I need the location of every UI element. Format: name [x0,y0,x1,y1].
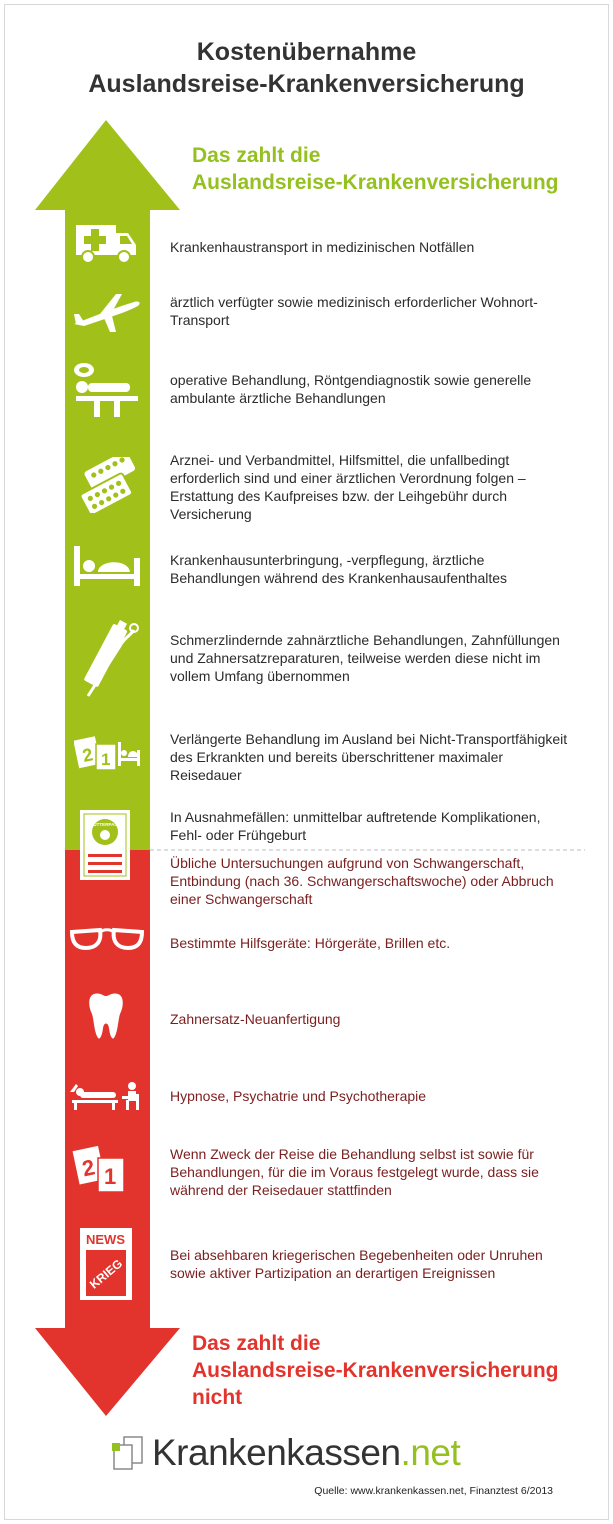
logo [112,1428,460,1478]
logo-tld: .net [400,1432,461,1473]
document-logo-icon [112,1435,144,1471]
covered-item-5: Krankenhausunterbringung, -verpflegung, ärztliche Behandlungen während des Krankenhausaufenthaltes [170,552,508,586]
tooth-icon [88,992,124,1040]
newspaper-icon [80,1228,134,1302]
covered-item-1: Krankenhaustransport in medizinischen Notfällen [170,239,475,255]
covered-heading-line-2: Auslandsreise-Krankenversicherung [192,171,559,194]
covered-heading-line-1: Das zahlt die [192,144,321,167]
not-covered-heading-line-1: Das zahlt die [192,1332,321,1355]
calendar-digit-2: 2 [79,1154,98,1182]
logo-name: Krankenkassen [152,1432,401,1473]
covered-item-2: ärztlich verfügter sowie medizinisch erforderlicher Wohnort-Transport [170,294,538,328]
source-note: Quelle: www.krankenkassen.net, Finanztest 6/2013 [314,1485,553,1497]
covered-item-3: operative Behandlung, Röntgendiagnostik sowie generelle ambulante ärztliche Behandlungen [170,372,532,406]
calendar-bed-icon [74,730,142,772]
not-covered-heading-line-2: Auslandsreise-Krankenversicherung [192,1359,559,1382]
covered-heading [192,142,558,196]
title-line-2: Auslandsreise-Krankenversicherung [88,70,525,98]
covered-item-6: Schmerzlindernde zahnärztliche Behandlungen, Zahnfüllungen und Zahnersatzreparaturen, teilweise werden diese nicht im vollem Umfang übernommen [170,632,560,684]
newspaper-header: NEWS [86,1232,125,1247]
covered-item-8: In Ausnahmefällen: unmittelbar auftretende Komplikationen, Fehl- oder Frühgeburt [170,809,541,843]
operation-icon [70,360,142,418]
airplane-icon [70,290,142,334]
covered-item-7: Verlängerte Behandlung im Ausland bei Nicht-Transportfähigkeit des Erkrankten und bereits überschrittener maximaler Reisedauer [170,731,568,783]
calendar-digit-1: 1 [104,1164,117,1189]
newspaper-stamp: KRIEG [86,1256,126,1292]
not-covered-item-5: Wenn Zweck der Reise die Behandlung selbst ist sowie für Behandlungen, für die im Voraus festgelegt wurde, dass sie während der Reisedauer stattfinden [170,1146,539,1198]
maternity-pass-icon [80,810,132,882]
calendar-digit-b: 1 [101,750,111,769]
not-covered-item-4: Hypnose, Psychatrie und Psychotherapie [170,1088,427,1104]
not-covered-item-2: Bestimmte Hilfsgeräte: Hörgeräte, Brillen etc. [170,935,451,951]
pills-icon [70,457,144,513]
covered-item-4: Arznei- und Verbandmittel, Hilfsmittel, die unfallbedingt erforderlich sind und einer ärztlichen Verordnung folgen – Erstattung des Kaufpreises bzw. der Leihgebühr durch Versicherung [170,452,526,522]
not-covered-item-1: Übliche Untersuchungen aufgrund von Schwangerschaft, Entbindung (nach 36. Schwangerschaftswoche) oder Abbruch einer Schwangerschaft [170,855,554,907]
dental-tools-icon [80,620,140,700]
maternity-pass-label: MUTTERPASS [89,822,121,827]
not-covered-item-6: Bei absehbaren kriegerischen Begebenheiten oder Unruhen sowie aktiver Partizipation an derartigen Ereignissen [170,1247,543,1281]
logo-text [152,1432,460,1474]
glasses-icon [70,926,144,952]
not-covered-heading-line-3: nicht [192,1386,243,1409]
psychotherapy-icon [68,1080,144,1110]
calendar-icon [72,1140,128,1196]
calendar-digit-a: 2 [80,744,95,766]
page-title [0,36,613,100]
title-line-1: Kostenübernahme [196,38,417,66]
not-covered-item-3: Zahnersatz-Neuanfertigung [170,1011,341,1027]
ambulance-icon [72,215,140,265]
hospital-bed-icon [72,544,142,588]
not-covered-heading [192,1330,558,1411]
